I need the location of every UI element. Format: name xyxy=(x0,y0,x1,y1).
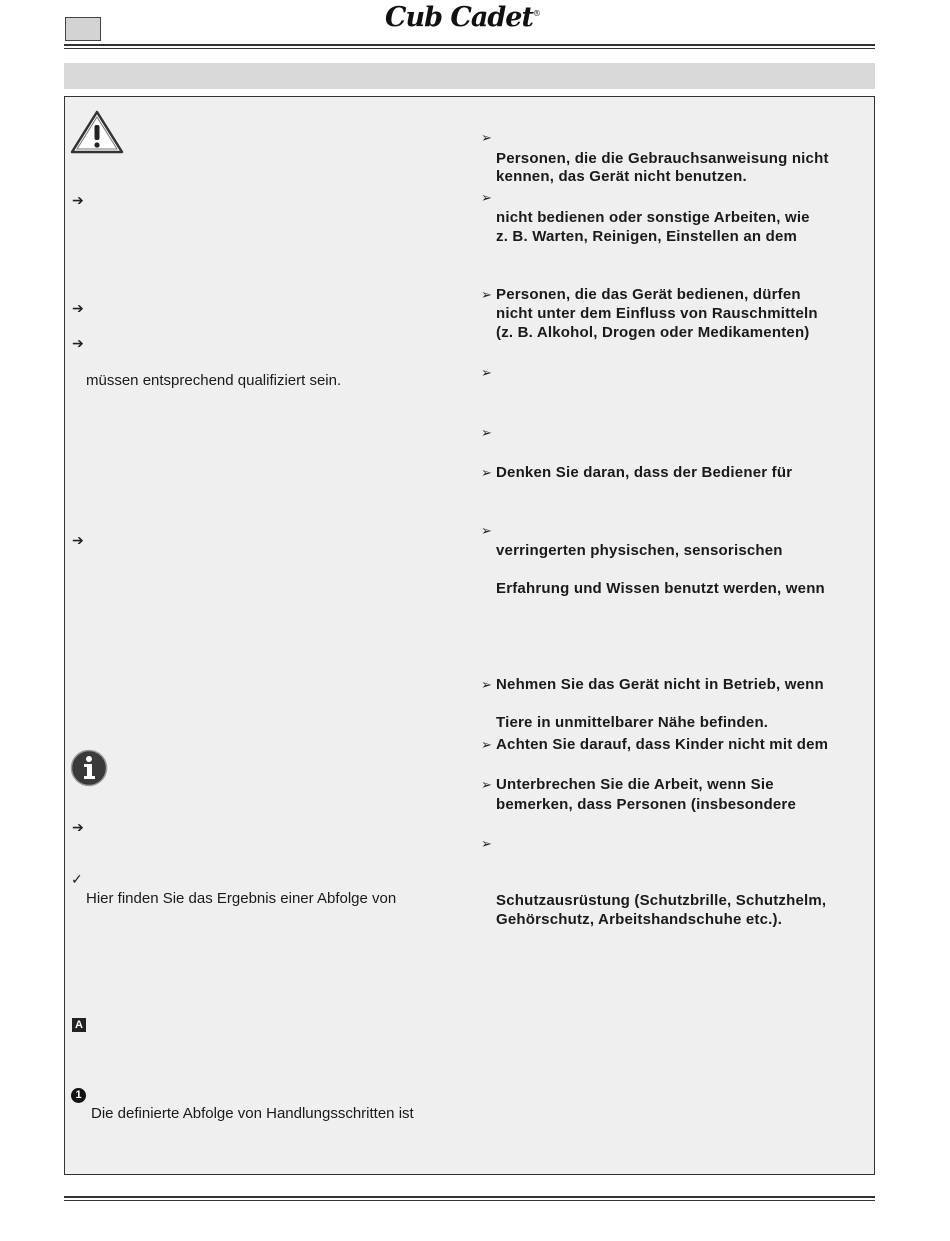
sequence-text: Die definierte Abfolge von Handlungsschritten ist xyxy=(91,1105,414,1122)
right-arrow-icon: ➔ xyxy=(72,819,84,835)
item8-line2: bemerken, dass Personen (insbesondere xyxy=(496,796,797,813)
chevron-bullet-icon: ➢ xyxy=(481,465,492,480)
item2-line1: nicht bedienen oder sonstige Arbeiten, wie xyxy=(496,209,810,226)
chevron-bullet-icon: ➢ xyxy=(481,190,492,205)
chevron-bullet-icon: ➢ xyxy=(481,365,492,380)
item7-line1: Achten Sie darauf, dass Kinder nicht mit dem xyxy=(496,736,829,753)
result-text: Hier finden Sie das Ergebnis einer Abfolge von xyxy=(86,890,397,907)
qualified-text: müssen entsprechend qualifiziert sein. xyxy=(86,372,342,389)
item5-line2: Erfahrung und Wissen benutzt werden, wenn xyxy=(496,580,825,597)
page-number-box xyxy=(65,17,101,41)
item3-line3: (z. B. Alkohol, Drogen oder Medikamenten) xyxy=(496,324,810,341)
header-rule-top xyxy=(64,44,875,46)
item2-line2: z. B. Warten, Reinigen, Einstellen an dem xyxy=(496,228,798,245)
logo-text: Cub Cadet xyxy=(385,2,533,33)
header-rule-bottom xyxy=(64,48,875,49)
info-circle-icon xyxy=(70,749,108,787)
item1-line1: Personen, die die Gebrauchsanweisung nicht xyxy=(496,150,829,167)
chevron-bullet-icon: ➢ xyxy=(481,737,492,752)
item9-line2: Gehörschutz, Arbeitshandschuhe etc.). xyxy=(496,911,783,928)
right-arrow-icon: ➔ xyxy=(72,335,84,351)
registered-mark: ® xyxy=(532,9,540,18)
chevron-bullet-icon: ➢ xyxy=(481,523,492,538)
item5-line1: verringerten physischen, sensorischen xyxy=(496,542,783,559)
chevron-bullet-icon: ➢ xyxy=(481,777,492,792)
right-arrow-icon: ➔ xyxy=(72,532,84,548)
item6-line2: Tiere in unmittelbarer Nähe befinden. xyxy=(496,714,769,731)
footer-rule-top xyxy=(64,1196,875,1198)
chevron-bullet-icon: ➢ xyxy=(481,677,492,692)
checkmark-icon: ✓ xyxy=(71,871,83,887)
figure-label-a: A xyxy=(72,1018,86,1032)
chevron-bullet-icon: ➢ xyxy=(481,287,492,302)
chevron-bullet-icon: ➢ xyxy=(481,425,492,440)
step-number-1: 1 xyxy=(71,1088,86,1103)
item3-line1: Personen, die das Gerät bedienen, dürfen xyxy=(496,286,801,303)
brand-logo xyxy=(385,2,540,33)
right-arrow-icon: ➔ xyxy=(72,300,84,316)
item4-line1: Denken Sie daran, dass der Bediener für xyxy=(496,464,793,481)
item9-line1: Schutzausrüstung (Schutzbrille, Schutzhelm, xyxy=(496,892,827,909)
content-panel xyxy=(64,96,875,1175)
chevron-bullet-icon: ➢ xyxy=(481,130,492,145)
warning-triangle-icon xyxy=(70,110,124,154)
footer-rule-bottom xyxy=(64,1200,875,1201)
item8-line1: Unterbrechen Sie die Arbeit, wenn Sie xyxy=(496,776,774,793)
right-arrow-icon: ➔ xyxy=(72,192,84,208)
chevron-bullet-icon: ➢ xyxy=(481,836,492,851)
item6-line1: Nehmen Sie das Gerät nicht in Betrieb, wenn xyxy=(496,676,824,693)
section-title-bar xyxy=(64,63,875,89)
item1-line2: kennen, das Gerät nicht benutzen. xyxy=(496,168,747,185)
item3-line2: nicht unter dem Einfluss von Rauschmitteln xyxy=(496,305,818,322)
